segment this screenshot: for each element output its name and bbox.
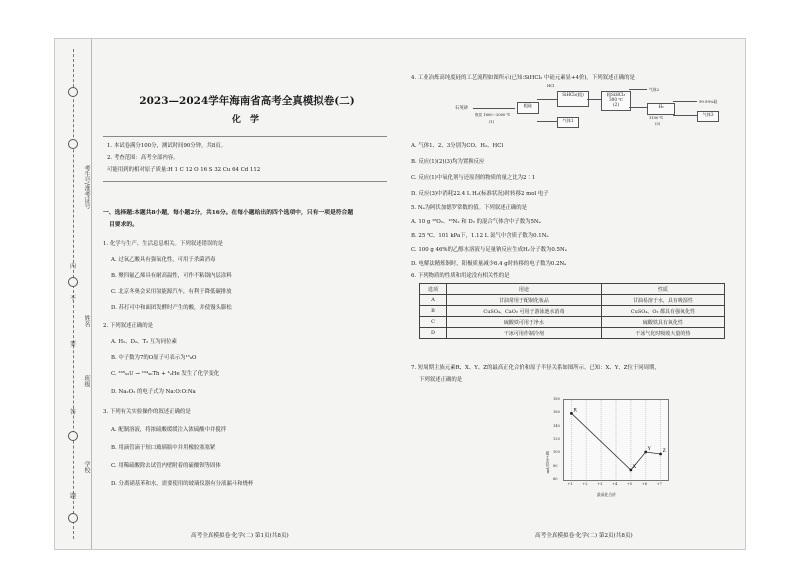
table-cell: B [420, 306, 447, 317]
option-c: C. 反应(1)中氧化剂与还原剂的物质的量之比为2∶1 [411, 175, 536, 181]
chart-ylabel: 原子半径/pm [546, 451, 551, 474]
chart-svg [564, 400, 668, 480]
option-b: B. 聚四氟乙烯具有耐高温性，可作不粘锅内层涂料 [111, 273, 232, 279]
flow-start: 石英砂 [455, 106, 469, 111]
binding-hole [68, 513, 78, 523]
y-tick-label: 140 [553, 423, 560, 428]
option-d: D. 分离硝基苯和水，需要使用的玻璃仪器有分液漏斗和烧杯 [111, 481, 254, 487]
flow-step: (3) [655, 122, 661, 126]
flow-step: (2) [613, 102, 619, 107]
instructions-box [103, 136, 387, 182]
flow-box-gas3: 气体3 [697, 111, 719, 122]
data-point [629, 469, 632, 472]
option-a: A. 气体1、2、3分别为CO、H₂、HCl [411, 143, 504, 149]
binding-hole [68, 139, 78, 149]
instruction-line: 1. 本试卷满分100分，测试时间90分钟，共8页。 [107, 143, 227, 149]
y-tick-label: 80 [553, 463, 558, 468]
page-two [405, 39, 740, 549]
option-c: C. 100 g 46%的乙醇水溶液与足量钠反应生成H₂分子数为0.5Nₐ [411, 247, 567, 253]
seal-char: 要 [69, 341, 76, 348]
x-tick-label: +4 [612, 482, 618, 486]
data-point [659, 453, 662, 456]
x-tick-label: +5 [626, 482, 633, 486]
table-row [420, 328, 725, 339]
strip-label-exam-id: 考生号/准考证号 [83, 164, 90, 210]
flow-reagent: HCl [547, 84, 555, 88]
flow-arrow [673, 115, 697, 116]
flow-condition: 焦炭 1800～2000 ℃ [475, 113, 511, 117]
data-point [570, 412, 573, 415]
question-stem: 4. 工业冶炼高纯度硅的工艺流程如图所示(已知:SiHCl₃ 中硅元素显+4价)。下列叙述正确的是 [411, 75, 635, 81]
option-d: D. 电解法精炼铜时，阳极质量减少6.4 g时转移的电子数为0.2Nₐ [411, 261, 567, 267]
x-tick-label: +7 [656, 482, 662, 486]
table-header: 用途 [447, 284, 602, 295]
table-row [420, 306, 725, 317]
y-tick-label: 160 [553, 410, 560, 415]
table-cell: C [420, 317, 447, 328]
strip-label-school: 学校 [83, 461, 90, 473]
option-b: B. 25 ℃、101 kPa下，1.12 L 氮气中含质子数为0.1Nₐ [411, 233, 549, 239]
seal-char: 内 [69, 263, 76, 270]
section-heading-cont: 目要求的。 [109, 222, 138, 228]
option-c: C. 用稀硫酸除去试管内壁附着的硫酸钡等固体 [111, 463, 221, 469]
option-c: C. 北京冬奥会采用氢能源汽车，有利于降低碳排放 [111, 289, 232, 295]
option-c: C. ²³⁸₉₂U → ²³⁴₉₀Th + ⁴₂He 发生了化学变化 [111, 371, 220, 377]
table-cell: 硫酸铁具有氧化性 [601, 317, 724, 328]
option-b: B. 中子数为7的O原子可表示为¹⁵₈O [111, 355, 197, 361]
table-cell: CuSO₄、O₂ 都具有强氧化性 [601, 306, 724, 317]
option-d: D. 苏打可中和面团发酵时产生的酸，并使馒头膨松 [111, 305, 232, 311]
flow-product: 99.99%硅 [699, 99, 718, 104]
option-d: D. Na₂O₂ 的电子式为 Na:O:O:Na [111, 389, 196, 395]
strip-label-class: 班级 [83, 375, 90, 387]
exam-sheet [54, 38, 746, 550]
instruction-line: 2. 考查范围：高考全部内容。 [107, 155, 179, 161]
question-stem: 1. 化学与生产、生活息息相关。下列叙述错误的是 [103, 241, 224, 247]
table-cell: 干冰气化时吸收大量的热 [601, 328, 724, 339]
table-cell: D [420, 328, 447, 339]
table-cell: CuSO₄、CaO₂ 可用于游泳池水消毒 [447, 306, 602, 317]
x-tick-label: +2 [582, 482, 588, 486]
table-cell: 甘油常用于配制化妆品 [447, 295, 602, 306]
flow-arrow [673, 101, 697, 102]
table-cell: A [420, 295, 447, 306]
option-a: A. 配制溶液，将浓硫酸缓缓注入浓硫酸中并搅拌 [111, 427, 227, 433]
flow-arrow [629, 107, 647, 108]
flow-box-step2 [601, 91, 631, 111]
question-stem: 5. Nₐ为阿伏加德罗常数的值。下列叙述正确的是 [411, 205, 528, 211]
table-cell: 硫酸铁可用于净水 [447, 317, 602, 328]
option-d: D. 反应(3)中消耗22.4 L H₂(标准状况)时转移2 mol 电子 [411, 191, 549, 197]
flow-step: (1) [489, 120, 495, 124]
series-line [571, 413, 660, 470]
instruction-line: 可能用到的相对原子质量:H 1 C 12 O 16 S 32 Cu 64 Cd 112 [107, 167, 261, 173]
flow-box-mix: SiHCl₃(粗) [557, 91, 589, 107]
chart-xlabel: 最高化合价 [597, 492, 616, 497]
option-a: A. 过氧乙酸具有强氧化性，可用于杀菌消毒 [111, 257, 216, 263]
data-point [644, 451, 647, 454]
y-tick-label: 120 [553, 437, 560, 441]
y-tick-label: 180 [553, 397, 560, 401]
binding-hole [68, 277, 78, 287]
option-b: B. 用滴管滴于短口玻璃瓶中并用橡胶塞塞紧 [111, 445, 216, 451]
point-label: R [573, 408, 577, 414]
x-tick-label: +1 [567, 482, 573, 486]
point-label: Z [662, 449, 666, 454]
y-tick-label: 100 [553, 450, 560, 455]
y-tick-label: 60 [553, 477, 558, 481]
seal-char: 题 [69, 493, 76, 500]
flow-box-crude: 粗硅 [517, 102, 539, 114]
x-tick-label: +6 [641, 482, 648, 486]
strip-label-name: 姓名 [83, 315, 90, 327]
flow-box-gas1: 气体1 [557, 117, 579, 128]
question-stem-cont: 下列叙述正确的是 [419, 377, 463, 383]
table-header: 性质 [601, 284, 724, 295]
option-b: B. 反应(1)(2)(3)均为置换反应 [411, 159, 485, 165]
flow-condition: 300 ℃ [608, 97, 623, 102]
table-row [420, 295, 725, 306]
section-heading: 一、选择题:本题共8小题，每小题2分，共16分。在每小题给出的四个选项中，只有一项是符合题 [103, 210, 354, 216]
subject-title: 化 学 [231, 115, 263, 125]
seal-char: 不 [69, 295, 76, 302]
flow-arrow [629, 89, 647, 90]
x-tick-label: +3 [597, 482, 603, 486]
flow-arrow [537, 121, 557, 122]
page-footer: 高考全真模拟卷·化学(二) 第1页(共8页) [191, 533, 289, 539]
exam-title: 2023—2024学年海南省高考全真模拟卷(二) [139, 95, 355, 107]
table-header-row [420, 284, 725, 295]
binding-strip [55, 39, 92, 549]
radius-valence-chart [545, 391, 675, 505]
table-header: 选项 [420, 284, 447, 295]
question-stem: 3. 下列有关实验操作的叙述正确的是 [103, 409, 191, 415]
option-a: A. 10 g ¹⁸O₂、¹⁶N₂ 和 D₂ 的混合气体含中子数为5Nₐ [411, 219, 541, 225]
question-stem: 6. 下列物质的性质和用途没有相关性的是 [411, 273, 510, 279]
binding-hole [68, 431, 78, 441]
table-cell: 干冰可用作制冷剂 [447, 328, 602, 339]
flow-box-h2: H₂ [647, 103, 675, 115]
point-label: X [632, 465, 637, 470]
question-stem: 2. 下列叙述正确的是 [103, 323, 153, 329]
question-stem: 7. 短周期主族元素R、X、Y、Z的最高正化合价和原子半径关系如图所示。已知：X、Y、Z位于同周期， [411, 365, 660, 371]
table-cell: 甘油易溶于水，具有吸湿性 [601, 295, 724, 306]
process-flow-diagram [453, 81, 743, 139]
property-table [419, 283, 725, 339]
option-a: A. H₂、D₂、T₂ 互为同位素 [111, 339, 177, 345]
flow-arrow [473, 108, 515, 109]
flow-arrow [587, 99, 601, 100]
binding-hole [68, 87, 78, 97]
page-footer: 高考全真模拟卷·化学(二) 第2页(共8页) [535, 533, 633, 539]
flow-condition: 1100 ℃ [649, 116, 664, 120]
flow-gas2: 气体2 [649, 87, 660, 92]
point-label: Y [647, 447, 651, 452]
table-row [420, 317, 725, 328]
flow-box-mid-label: 粗SiHCl₃ [606, 92, 626, 97]
seal-char: 答 [69, 409, 76, 416]
chart-plot-area [563, 399, 669, 481]
flow-arrow [537, 99, 557, 100]
page-one [97, 39, 397, 549]
